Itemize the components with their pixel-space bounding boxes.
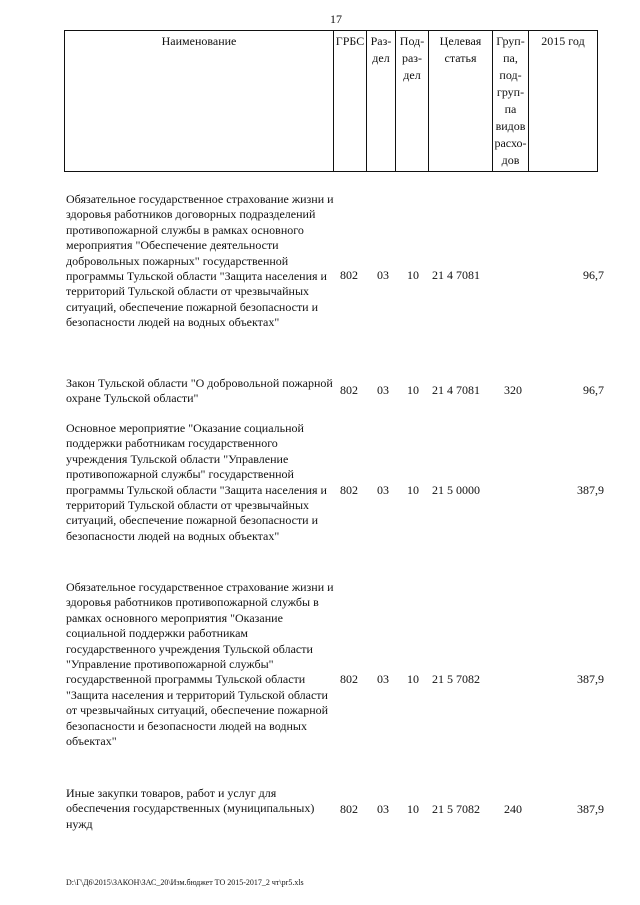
row-razdel: 03 — [377, 483, 389, 497]
row-amount: 387,9 — [577, 802, 604, 816]
row-name: Основное мероприятие "Оказание социальной поддержки работникам государственного учреждения Тульской области "Управление противопожарной службы" государственной программы Тульской области "Защита населения и территорий Тульской области от чрезвычайных ситуаций, обеспечение пожарной безопасности и безопасности людей на водных объектах" — [66, 421, 327, 543]
row-amount: 96,7 — [583, 383, 604, 397]
row-podrazdel: 10 — [407, 268, 419, 282]
row-amount: 387,9 — [577, 672, 604, 686]
row-celevaya: 21 5 7082 — [432, 672, 480, 686]
header-razdel: Раз- дел — [367, 31, 396, 172]
table-header — [64, 30, 598, 172]
header-podrazdel: Под- раз- дел — [396, 31, 429, 172]
row-podrazdel: 10 — [407, 672, 419, 686]
row-name: Обязательное государственное страхование жизни и здоровья работников договорных подразделений противопожарной службы в рамках основного мероприятия "Обеспечение деятельности добровольных пожарных" государственной программы Тульской области "Защита населения и территорий Тульской области от чрезвычайных ситуаций, обеспечение пожарной безопасности и безопасности людей на водных объектах" — [66, 192, 334, 330]
row-celevaya: 21 4 7081 — [432, 268, 480, 282]
row-celevaya: 21 4 7081 — [432, 383, 480, 397]
row-celevaya: 21 5 7082 — [432, 802, 480, 816]
row-amount: 96,7 — [583, 268, 604, 282]
row-grbs: 802 — [340, 383, 358, 397]
header-name: Наименование — [65, 31, 334, 172]
row-amount: 387,9 — [577, 483, 604, 497]
header-grbs: ГРБС — [334, 31, 367, 172]
row-podrazdel: 10 — [407, 383, 419, 397]
row-celevaya: 21 5 0000 — [432, 483, 480, 497]
row-grbs: 802 — [340, 483, 358, 497]
row-podrazdel: 10 — [407, 483, 419, 497]
row-podrazdel: 10 — [407, 802, 419, 816]
row-vid: 240 — [504, 802, 522, 816]
row-razdel: 03 — [377, 672, 389, 686]
row-name: Закон Тульской области "О добровольной пожарной охране Тульской области" — [66, 376, 333, 406]
row-name: Обязательное государственное страхование жизни и здоровья работников противопожарной службы в рамках основного мероприятия "Оказание социальной поддержки работникам государственного учреждения Тульской области "Управление противопожарной службы" государственной программы Тульской области "Защита населения и территорий Тульской области от чрезвычайных ситуаций, обеспечение пожарной безопасности и безопасности людей на водных объектах" — [66, 580, 334, 749]
file-path-footer: D:\Г\Д6\2015\ЗАКОН\ЗАС_20\Изм.бюджет ТО 2015-2017_2 чт\pr5.xls — [66, 878, 304, 887]
header-celevaya: Целевая статья — [429, 31, 493, 172]
row-name: Иные закупки товаров, работ и услуг для обеспечения государственных (муниципальных) нужд — [66, 786, 315, 831]
row-grbs: 802 — [340, 802, 358, 816]
page-number: 17 — [330, 12, 342, 26]
header-year: 2015 год — [529, 31, 598, 172]
row-grbs: 802 — [340, 268, 358, 282]
row-razdel: 03 — [377, 268, 389, 282]
row-razdel: 03 — [377, 383, 389, 397]
row-vid: 320 — [504, 383, 522, 397]
row-grbs: 802 — [340, 672, 358, 686]
row-razdel: 03 — [377, 802, 389, 816]
header-vid: Груп- па, под- груп- па видов расхо- дов — [493, 31, 529, 172]
